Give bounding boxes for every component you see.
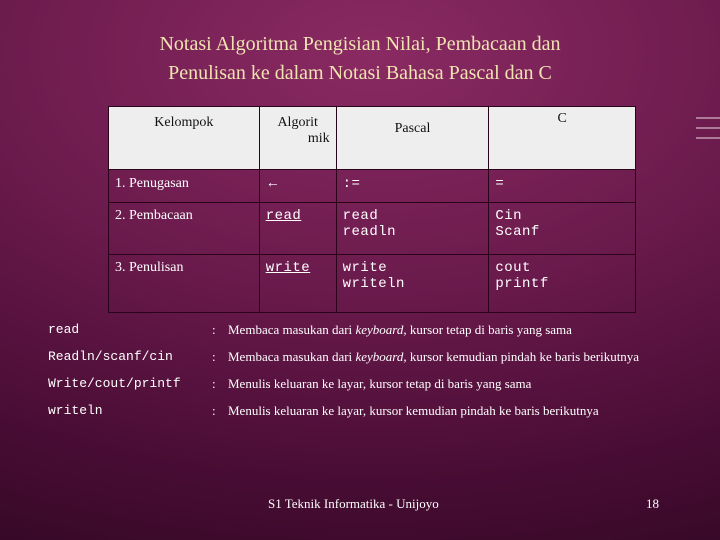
title-line-2: Penulisan ke dalam Notasi Bahasa Pascal dan C (168, 62, 552, 84)
note-key: read (48, 322, 80, 337)
cell-algoritmik: ← (259, 170, 336, 203)
slide-footer: S1 Teknik Informatika - Unijoyo (268, 496, 439, 511)
cell-kelompok: 1. Penugasan (109, 170, 260, 203)
decorative-line (696, 127, 720, 129)
decorative-line (696, 117, 720, 119)
note-key: Readln/scanf/cin (48, 349, 173, 364)
note-desc-text: Membaca masukan dari (228, 322, 356, 337)
c-line: cout (495, 260, 531, 276)
cell-c (489, 203, 636, 255)
c-line: = (495, 176, 505, 192)
note-desc (228, 349, 639, 365)
note-desc (228, 403, 599, 419)
header-c: C (489, 107, 636, 170)
cell-c (489, 170, 636, 203)
cell-pascal (336, 203, 489, 255)
decorative-line (696, 137, 720, 139)
c-line: Cin (495, 208, 523, 224)
slide-title (0, 30, 720, 88)
cell-algoritmik: read (259, 203, 336, 255)
notation-table (108, 106, 636, 313)
table-row (109, 255, 636, 313)
note-desc-emphasis: keyboard (355, 349, 404, 364)
page-number: 18 (646, 496, 659, 511)
note-desc (228, 322, 572, 338)
table-row (109, 203, 636, 255)
note-desc-emphasis: keyboard (355, 322, 404, 337)
header-algoritmik-line-2: mik (307, 131, 330, 146)
note-desc-text: Membaca masukan dari (228, 349, 356, 364)
pascal-line: writeln (342, 276, 405, 292)
cell-pascal (336, 255, 489, 313)
cell-c (489, 255, 636, 313)
cell-algoritmik: write (259, 255, 336, 313)
pascal-line: read (342, 208, 379, 224)
note-key: writeln (48, 403, 103, 418)
note-desc-text: , kursor kemudian pindah ke baris berikutnya (403, 349, 640, 364)
note-desc-text: Menulis keluaran ke layar, kursor tetap di baris yang sama (228, 376, 532, 391)
header-pascal: Pascal (336, 107, 489, 170)
note-desc-text: , kursor tetap di baris yang sama (403, 322, 572, 337)
header-algoritmik-line-1: Algorit (277, 115, 318, 130)
pascal-line: readln (342, 224, 397, 240)
header-kelompok: Kelompok (109, 107, 260, 170)
table-row (109, 170, 636, 203)
header-algoritmik (259, 107, 336, 170)
table-header-row (109, 107, 636, 170)
note-desc-text: Menulis keluaran ke layar, kursor kemudian pindah ke baris berikutnya (228, 403, 599, 418)
cell-kelompok: 3. Penulisan (109, 255, 260, 313)
title-line-1: Notasi Algoritma Pengisian Nilai, Pembacaan dan (159, 33, 561, 55)
note-colon: : (212, 349, 216, 364)
note-colon: : (212, 403, 216, 418)
note-colon: : (212, 376, 216, 391)
pascal-line: write (342, 260, 388, 276)
note-colon: : (212, 322, 216, 337)
c-line: printf (495, 276, 549, 292)
note-key: Write/cout/printf (48, 376, 181, 391)
note-desc (228, 376, 531, 392)
cell-pascal (336, 170, 489, 203)
cell-kelompok: 2. Pembacaan (109, 203, 260, 255)
c-line: Scanf (495, 224, 540, 240)
pascal-line: := (342, 176, 361, 192)
